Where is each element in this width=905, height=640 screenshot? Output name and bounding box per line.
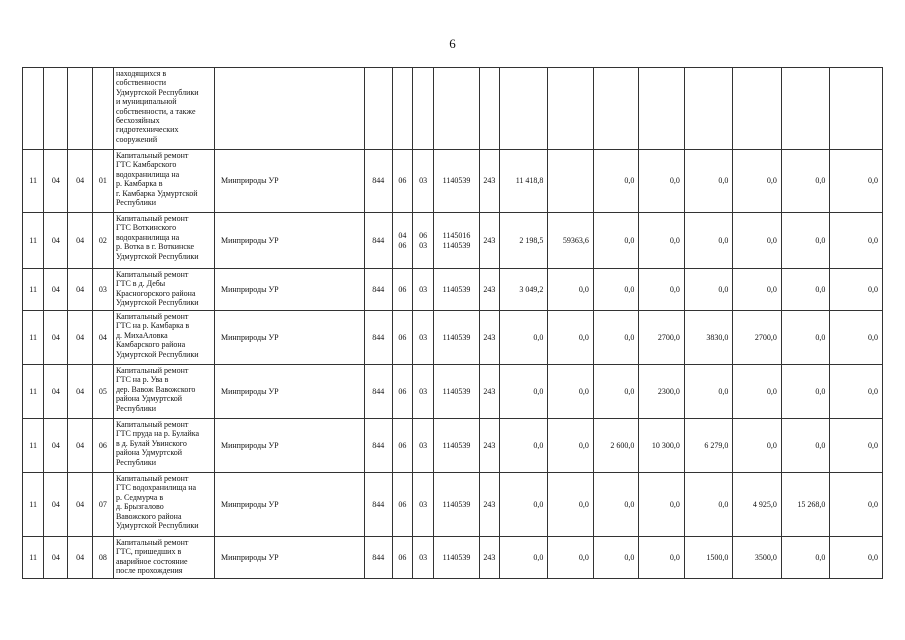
cell-empty bbox=[548, 68, 593, 150]
value-cell: 1500,0 bbox=[684, 537, 733, 579]
value-cell: 0,0 bbox=[593, 473, 638, 537]
cell-line: д. Брызгалово bbox=[115, 502, 164, 512]
rz-cell bbox=[392, 365, 412, 419]
page-number: 6 bbox=[449, 36, 456, 51]
cell-line: Капитальный ремонт bbox=[115, 538, 189, 547]
rz-cell bbox=[392, 473, 412, 537]
cell-empty bbox=[364, 68, 392, 150]
rz-cell bbox=[392, 213, 412, 269]
cell-line: в д. Булай Увинского bbox=[115, 438, 187, 448]
value-cell: 0,0 bbox=[593, 150, 638, 213]
cell-line: ГТС в д. Дебы bbox=[115, 279, 166, 289]
value-cell: 0,0 bbox=[639, 269, 684, 311]
cell-line: р. Вотка в г. Воткинске bbox=[115, 242, 195, 252]
value-cell: 0,0 bbox=[499, 419, 548, 473]
pr-cell bbox=[413, 311, 434, 365]
value-cell: 0,0 bbox=[781, 269, 830, 311]
csr-cell bbox=[434, 213, 479, 269]
cell-empty bbox=[499, 68, 548, 150]
cell-line: г. Камбарка Удмуртской bbox=[115, 188, 198, 198]
code-program-cell: 11 bbox=[23, 419, 44, 473]
activity-name-cell bbox=[113, 419, 214, 473]
value-cell: 0,0 bbox=[830, 213, 883, 269]
value-cell: 0,0 bbox=[733, 269, 782, 311]
pr-cell bbox=[413, 473, 434, 537]
activity-name-cell bbox=[113, 269, 214, 311]
csr-cell bbox=[434, 537, 479, 579]
code-activity-cell: 04 bbox=[68, 311, 92, 365]
rz-cell bbox=[392, 150, 412, 213]
table-row-continuation bbox=[23, 68, 883, 150]
value-cell: 2 600,0 bbox=[593, 419, 638, 473]
value-cell: 0,0 bbox=[548, 365, 593, 419]
csr-cell bbox=[434, 269, 479, 311]
value-cell: 0,0 bbox=[639, 473, 684, 537]
code-item-cell: 08 bbox=[92, 537, 113, 579]
code-activity-cell: 04 bbox=[68, 473, 92, 537]
value-cell: 0,0 bbox=[684, 473, 733, 537]
vr-cell: 243 bbox=[479, 269, 499, 311]
value-cell: 6 279,0 bbox=[684, 419, 733, 473]
executor-cell: Минприроды УР bbox=[214, 419, 364, 473]
cell-line: 06 bbox=[398, 332, 407, 342]
cell-line: 03 bbox=[419, 176, 428, 186]
value-cell: 0,0 bbox=[733, 150, 782, 213]
cell-line: р. Седмурча в bbox=[115, 492, 164, 502]
value-cell: 0,0 bbox=[684, 150, 733, 213]
table-row bbox=[23, 419, 883, 473]
activity-name-cell bbox=[113, 537, 214, 579]
vr-cell: 243 bbox=[479, 213, 499, 269]
cell-line: 1140539 bbox=[442, 176, 471, 186]
table-row bbox=[23, 473, 883, 537]
executor-cell: Минприроды УР bbox=[214, 311, 364, 365]
code-program-cell: 11 bbox=[23, 269, 44, 311]
cell-line: 1140539 bbox=[442, 240, 471, 250]
value-cell: 0,0 bbox=[830, 473, 883, 537]
vr-cell: 243 bbox=[479, 365, 499, 419]
cell-line: 03 bbox=[419, 284, 428, 294]
cell-line: 1140539 bbox=[442, 552, 471, 562]
code-subprogram-cell: 04 bbox=[44, 213, 68, 269]
cell-line: Вавожского района bbox=[115, 511, 182, 521]
pr-cell bbox=[413, 537, 434, 579]
cell-line: дер. Вавож Вавожского bbox=[115, 384, 196, 394]
cell-line: д. МихаАловка bbox=[115, 330, 168, 340]
code-program-cell: 11 bbox=[23, 213, 44, 269]
cell-empty bbox=[392, 68, 412, 150]
cell-empty bbox=[733, 68, 782, 150]
cell-line: 06 bbox=[398, 386, 407, 396]
cell-line: 1140539 bbox=[442, 386, 471, 396]
value-cell: 0,0 bbox=[639, 537, 684, 579]
pr-cell bbox=[413, 419, 434, 473]
value-cell: 0,0 bbox=[781, 419, 830, 473]
grbs-cell: 844 bbox=[364, 473, 392, 537]
csr-cell bbox=[434, 473, 479, 537]
cell-line: Удмуртской Республики bbox=[115, 251, 199, 261]
value-cell: 10 300,0 bbox=[639, 419, 684, 473]
grbs-cell: 844 bbox=[364, 150, 392, 213]
table-row bbox=[23, 269, 883, 311]
vr-cell: 243 bbox=[479, 473, 499, 537]
value-cell bbox=[548, 150, 593, 213]
table-row bbox=[23, 311, 883, 365]
grbs-cell: 844 bbox=[364, 419, 392, 473]
value-cell: 0,0 bbox=[593, 213, 638, 269]
cell-line: Республики bbox=[115, 198, 157, 208]
value-cell: 59363,6 bbox=[548, 213, 593, 269]
cell-line: ГТС пруда на р. Булайка bbox=[115, 429, 200, 439]
code-subprogram-cell: 04 bbox=[44, 473, 68, 537]
name-line: и муниципальной bbox=[115, 97, 177, 107]
code-subprogram-cell: 04 bbox=[44, 537, 68, 579]
value-cell: 0,0 bbox=[593, 537, 638, 579]
value-cell: 3 049,2 bbox=[499, 269, 548, 311]
cell-line: 1140539 bbox=[442, 440, 471, 450]
cell-line: 1140539 bbox=[442, 332, 471, 342]
value-cell: 0,0 bbox=[830, 311, 883, 365]
cell-empty bbox=[44, 68, 68, 150]
name-line: находящихся в bbox=[115, 69, 167, 78]
name-line: Удмуртской Республики bbox=[115, 87, 199, 97]
value-cell: 0,0 bbox=[499, 365, 548, 419]
continuation-name-cell bbox=[113, 68, 214, 150]
grbs-cell: 844 bbox=[364, 311, 392, 365]
cell-line: ГТС на р. Ува в bbox=[115, 375, 169, 385]
code-program-cell: 11 bbox=[23, 365, 44, 419]
cell-line: 03 bbox=[419, 440, 428, 450]
cell-empty bbox=[684, 68, 733, 150]
value-cell: 0,0 bbox=[830, 537, 883, 579]
code-item-cell: 02 bbox=[92, 213, 113, 269]
vr-cell: 243 bbox=[479, 419, 499, 473]
pr-cell bbox=[413, 269, 434, 311]
cell-line: Капитальный ремонт bbox=[115, 151, 189, 160]
cell-empty bbox=[23, 68, 44, 150]
vr-cell: 243 bbox=[479, 150, 499, 213]
value-cell: 11 418,8 bbox=[499, 150, 548, 213]
cell-empty bbox=[593, 68, 638, 150]
cell-line: после прохождения bbox=[115, 566, 183, 576]
value-cell: 3830,0 bbox=[684, 311, 733, 365]
cell-line: ГТС Воткинского bbox=[115, 223, 177, 233]
code-subprogram-cell: 04 bbox=[44, 419, 68, 473]
cell-line: 03 bbox=[419, 499, 428, 509]
cell-line: ГТС на р. Камбарка в bbox=[115, 321, 190, 331]
rz-cell bbox=[392, 537, 412, 579]
value-cell: 2 198,5 bbox=[499, 213, 548, 269]
name-line: собственности bbox=[115, 78, 166, 88]
grbs-cell: 844 bbox=[364, 365, 392, 419]
value-cell: 0,0 bbox=[733, 213, 782, 269]
cell-line: 06 bbox=[398, 440, 407, 450]
code-item-cell: 07 bbox=[92, 473, 113, 537]
cell-line: 1145016 bbox=[442, 231, 471, 241]
code-program-cell: 11 bbox=[23, 537, 44, 579]
cell-line: района Удмуртской bbox=[115, 448, 183, 458]
value-cell: 0,0 bbox=[548, 311, 593, 365]
code-activity-cell: 04 bbox=[68, 537, 92, 579]
cell-line: Капитальный ремонт bbox=[115, 474, 189, 483]
value-cell: 0,0 bbox=[639, 213, 684, 269]
rz-cell bbox=[392, 269, 412, 311]
grbs-cell: 844 bbox=[364, 269, 392, 311]
value-cell: 0,0 bbox=[781, 213, 830, 269]
cell-line: Республики bbox=[115, 457, 157, 467]
value-cell: 0,0 bbox=[733, 365, 782, 419]
cell-line: 06 bbox=[398, 499, 407, 509]
code-activity-cell: 04 bbox=[68, 365, 92, 419]
cell-empty bbox=[434, 68, 479, 150]
code-subprogram-cell: 04 bbox=[44, 365, 68, 419]
code-activity-cell: 04 bbox=[68, 269, 92, 311]
csr-cell bbox=[434, 365, 479, 419]
cell-line: Капитальный ремонт bbox=[115, 420, 189, 429]
value-cell: 2300,0 bbox=[639, 365, 684, 419]
code-item-cell: 06 bbox=[92, 419, 113, 473]
value-cell: 4 925,0 bbox=[733, 473, 782, 537]
cell-line: ГТС, пришедших в bbox=[115, 547, 182, 557]
cell-line: 06 bbox=[419, 231, 428, 241]
cell-empty bbox=[214, 68, 364, 150]
activity-name-cell bbox=[113, 311, 214, 365]
cell-line: 03 bbox=[419, 332, 428, 342]
executor-cell: Минприроды УР bbox=[214, 537, 364, 579]
name-line: бесхозяйных bbox=[115, 116, 160, 126]
value-cell: 0,0 bbox=[593, 269, 638, 311]
cell-line: Республики bbox=[115, 403, 157, 413]
name-line: собственности, а также bbox=[115, 106, 196, 116]
code-program-cell: 11 bbox=[23, 311, 44, 365]
table-row bbox=[23, 537, 883, 579]
activity-name-cell bbox=[113, 150, 214, 213]
value-cell: 2700,0 bbox=[639, 311, 684, 365]
table-body bbox=[23, 68, 883, 579]
code-activity-cell: 04 bbox=[68, 213, 92, 269]
value-cell: 0,0 bbox=[781, 537, 830, 579]
table-row bbox=[23, 365, 883, 419]
vr-cell: 243 bbox=[479, 311, 499, 365]
value-cell: 0,0 bbox=[548, 269, 593, 311]
executor-cell: Минприроды УР bbox=[214, 150, 364, 213]
cell-line: 1140539 bbox=[442, 284, 471, 294]
code-activity-cell: 04 bbox=[68, 150, 92, 213]
cell-empty bbox=[639, 68, 684, 150]
cell-empty bbox=[479, 68, 499, 150]
value-cell: 3500,0 bbox=[733, 537, 782, 579]
cell-line: водохранилища на bbox=[115, 232, 180, 242]
cell-line: района Удмуртской bbox=[115, 394, 183, 404]
cell-empty bbox=[830, 68, 883, 150]
cell-line: 1140539 bbox=[442, 499, 471, 509]
executor-cell: Минприроды УР bbox=[214, 473, 364, 537]
executor-cell: Минприроды УР bbox=[214, 213, 364, 269]
value-cell: 0,0 bbox=[830, 150, 883, 213]
cell-line: Удмуртской Республики bbox=[115, 298, 199, 308]
grbs-cell: 844 bbox=[364, 537, 392, 579]
budget-table bbox=[22, 67, 883, 579]
cell-line: 04 bbox=[398, 231, 407, 241]
activity-name-cell bbox=[113, 365, 214, 419]
value-cell: 0,0 bbox=[781, 365, 830, 419]
csr-cell bbox=[434, 419, 479, 473]
value-cell: 0,0 bbox=[830, 419, 883, 473]
activity-name-cell bbox=[113, 473, 214, 537]
value-cell: 0,0 bbox=[781, 150, 830, 213]
code-subprogram-cell: 04 bbox=[44, 311, 68, 365]
value-cell: 15 268,0 bbox=[781, 473, 830, 537]
code-item-cell: 05 bbox=[92, 365, 113, 419]
cell-empty bbox=[781, 68, 830, 150]
value-cell: 0,0 bbox=[639, 150, 684, 213]
cell-empty bbox=[68, 68, 92, 150]
cell-line: 03 bbox=[419, 386, 428, 396]
cell-empty bbox=[92, 68, 113, 150]
cell-line: 06 bbox=[398, 552, 407, 562]
value-cell: 0,0 bbox=[830, 365, 883, 419]
cell-line: 03 bbox=[419, 552, 428, 562]
cell-line: р. Камбарка в bbox=[115, 179, 163, 189]
name-line: сооружений bbox=[115, 134, 158, 144]
value-cell: 0,0 bbox=[499, 473, 548, 537]
cell-empty bbox=[413, 68, 434, 150]
code-activity-cell: 04 bbox=[68, 419, 92, 473]
cell-line: Капитальный ремонт bbox=[115, 270, 189, 279]
vr-cell: 243 bbox=[479, 537, 499, 579]
name-line: гидротехнических bbox=[115, 125, 179, 135]
value-cell: 0,0 bbox=[548, 419, 593, 473]
cell-line: аварийное состояние bbox=[115, 556, 188, 566]
value-cell: 0,0 bbox=[781, 311, 830, 365]
cell-line: водохранилища на bbox=[115, 169, 180, 179]
code-subprogram-cell: 04 bbox=[44, 269, 68, 311]
value-cell: 0,0 bbox=[684, 365, 733, 419]
table-row bbox=[23, 213, 883, 269]
pr-cell bbox=[413, 150, 434, 213]
value-cell: 2700,0 bbox=[733, 311, 782, 365]
value-cell: 0,0 bbox=[499, 537, 548, 579]
value-cell: 0,0 bbox=[593, 311, 638, 365]
cell-line: Камбарского района bbox=[115, 340, 186, 350]
code-subprogram-cell: 04 bbox=[44, 150, 68, 213]
pr-cell bbox=[413, 213, 434, 269]
grbs-cell: 844 bbox=[364, 213, 392, 269]
value-cell: 0,0 bbox=[684, 269, 733, 311]
cell-line: Удмуртской Республики bbox=[115, 521, 199, 531]
executor-cell: Минприроды УР bbox=[214, 365, 364, 419]
cell-line: 06 bbox=[398, 284, 407, 294]
csr-cell bbox=[434, 311, 479, 365]
value-cell: 0,0 bbox=[548, 537, 593, 579]
activity-name-cell bbox=[113, 213, 214, 269]
cell-line: Красногорского района bbox=[115, 288, 196, 298]
cell-line: 06 bbox=[398, 176, 407, 186]
executor-cell: Минприроды УР bbox=[214, 269, 364, 311]
cell-line: ГТС Камбарского bbox=[115, 160, 177, 170]
value-cell: 0,0 bbox=[733, 419, 782, 473]
rz-cell bbox=[392, 419, 412, 473]
value-cell: 0,0 bbox=[593, 365, 638, 419]
table-row bbox=[23, 150, 883, 213]
cell-line: Капитальный ремонт bbox=[115, 312, 189, 321]
value-cell: 0,0 bbox=[830, 269, 883, 311]
rz-cell bbox=[392, 311, 412, 365]
value-cell: 0,0 bbox=[548, 473, 593, 537]
pr-cell bbox=[413, 365, 434, 419]
value-cell: 0,0 bbox=[684, 213, 733, 269]
cell-line: ГТС водохранилища на bbox=[115, 483, 197, 493]
code-program-cell: 11 bbox=[23, 150, 44, 213]
cell-line: 03 bbox=[419, 240, 428, 250]
code-program-cell: 11 bbox=[23, 473, 44, 537]
value-cell: 0,0 bbox=[499, 311, 548, 365]
cell-line: 06 bbox=[398, 240, 407, 250]
code-item-cell: 04 bbox=[92, 311, 113, 365]
cell-line: Удмуртской Республики bbox=[115, 349, 199, 359]
csr-cell bbox=[434, 150, 479, 213]
cell-line: Капитальный ремонт bbox=[115, 214, 189, 223]
code-item-cell: 01 bbox=[92, 150, 113, 213]
cell-line: Капитальный ремонт bbox=[115, 366, 189, 375]
code-item-cell: 03 bbox=[92, 269, 113, 311]
